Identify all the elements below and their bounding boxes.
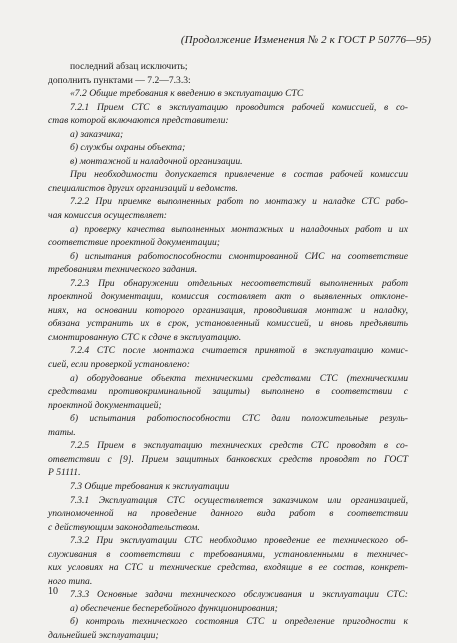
text-line: обязана устранить их в срок, установленный комиссией, и вновь предъявить bbox=[48, 318, 408, 330]
text-line: б) испытания работоспособности смонтированной СИС на соответствие bbox=[70, 250, 408, 262]
text-line: 7.3 Общие требования к эксплуатации bbox=[70, 480, 230, 492]
text-line: «7.2 Общие требования к введению в эксплуатацию СТС bbox=[70, 88, 304, 100]
text-line: 7.2.4 СТС после монтажа считается принятой в эксплуатацию комис- bbox=[70, 345, 408, 357]
text-line: став которой включаются представители: bbox=[48, 115, 229, 127]
page-number: 10 bbox=[48, 586, 58, 597]
text-line: 7.3.2 При эксплуатации СТС необходимо проведение ее технического об- bbox=[70, 535, 408, 547]
text-line: дальнейшей эксплуатации; bbox=[48, 629, 159, 641]
text-line: 7.2.5 Прием в эксплуатацию технических средств СТС проводят в со- bbox=[70, 440, 408, 452]
text-line: таты. bbox=[48, 426, 76, 438]
text-line: ного типа. bbox=[48, 575, 93, 587]
text-line: проектной документацией; bbox=[48, 399, 162, 411]
text-line: с действующим законодательством. bbox=[48, 521, 200, 533]
text-line: ответствии с [9]. Прием защитных банковских средств проводят по ГОСТ bbox=[48, 453, 408, 465]
text-line: средствами противокриминальной защиты) выполнено в соответствии с bbox=[48, 386, 408, 398]
text-line: требованиям технического задания. bbox=[48, 264, 198, 276]
text-line: чая комиссия осуществляет: bbox=[48, 210, 167, 222]
text-line: соответствие проектной документации; bbox=[48, 237, 220, 249]
text-line: проектной документации, комиссия составляет акт о выявленных отклоне- bbox=[48, 291, 408, 303]
text-line: 7.3.1 Эксплуатация СТС осуществляется заказчиком или организацией, bbox=[70, 494, 408, 506]
text-line: в) монтажной и наладочной организации. bbox=[70, 155, 243, 167]
text-line: 7.2.3 При обнаружении отдельных несоответствий выполненных работ bbox=[70, 277, 408, 289]
text-line: смонтированную СТС к сдаче в эксплуатацию. bbox=[48, 331, 242, 343]
text-line: специалистов других организаций и ведомств. bbox=[48, 182, 238, 194]
document-body bbox=[48, 60, 408, 643]
text-line: последний абзац исключить; bbox=[70, 61, 188, 72]
text-line: 7.2.1 Прием СТС в эксплуатацию проводится рабочей комиссией, в со- bbox=[70, 101, 408, 113]
text-line: а) обеспечение бесперебойного функционирования; bbox=[70, 602, 278, 614]
text-line: а) заказчика; bbox=[70, 128, 124, 140]
text-line: б) испытания работоспособности СТС дали положительные резуль- bbox=[70, 413, 408, 425]
text-line: При необходимости допускается привлечение в состав рабочей комиссии bbox=[70, 169, 408, 181]
text-line: служивания в соответствии с требованиями, установленными в техничес- bbox=[48, 548, 408, 560]
text-line: 7.2.2 При приемке выполненных работ по монтажу и наладке СТС рабо- bbox=[70, 196, 408, 208]
text-line: а) оборудование объекта техническими средствами СТС (техническими bbox=[70, 372, 408, 384]
text-line: б) службы охраны объекта; bbox=[70, 142, 186, 154]
text-line: б) контроль технического состояния СТС и определение пригодности к bbox=[70, 616, 408, 628]
text-line: дополнить пунктами — 7.2—7.3.3: bbox=[48, 74, 191, 86]
text-line: уполномоченной на проведение данного вида работ в соответствии bbox=[48, 508, 408, 520]
text-line: 7.3.3 Основные задачи технического обслуживания и эксплуатации СТС: bbox=[70, 589, 408, 601]
text-line: ниях, на основании которого организация, проводившая монтаж и наладку, bbox=[48, 304, 408, 316]
text-line: сией, если проверкой установлено: bbox=[48, 359, 190, 371]
text-line: а) проверку качества выполненных монтажных и наладочных работ и их bbox=[70, 223, 408, 235]
text-line: ких условиях на СТС и технические средства, входящие в ее состав, конкрет- bbox=[48, 562, 408, 574]
text-line: Р 51111. bbox=[48, 467, 81, 479]
running-header: (Продолжение Изменения № 2 к ГОСТ Р 50776—95) bbox=[180, 34, 431, 46]
